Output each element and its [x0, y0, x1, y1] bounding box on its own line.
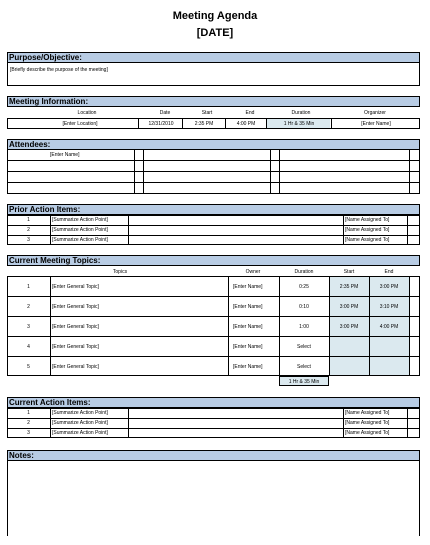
agenda-title: Meeting Agenda — [172, 10, 258, 22]
prior-row-assigned[interactable]: [Name Assigned To] — [345, 217, 390, 223]
start-value[interactable]: 2:35 PM — [194, 121, 214, 127]
topics-header: Current Meeting Topics: — [7, 255, 420, 266]
topic-row-end: 3:00 PM — [379, 284, 399, 290]
col-topic-duration: Duration — [294, 269, 314, 275]
topic-row-owner[interactable]: [Enter Name] — [233, 344, 263, 350]
topic-row-topic[interactable]: [Enter General Topic] — [52, 324, 99, 330]
col-start: Start — [201, 110, 213, 116]
col-duration: Duration — [291, 110, 311, 116]
col-end: End — [245, 110, 255, 116]
topic-row-num: 5 — [27, 364, 30, 370]
prior-row-num: 1 — [27, 217, 30, 223]
location-value[interactable]: [Enter Location] — [62, 121, 98, 127]
attendee-name[interactable]: [Enter Name] — [50, 152, 80, 158]
topic-row-num: 1 — [27, 284, 30, 290]
prior-row-num: 2 — [27, 227, 30, 233]
topics-total-box — [279, 376, 329, 386]
action-row-assigned[interactable]: [Name Assigned To] — [345, 410, 390, 416]
purpose-box[interactable] — [7, 62, 420, 86]
topic-row-end: 3:10 PM — [379, 304, 399, 310]
col-organizer: Organizer — [364, 110, 386, 116]
topic-row-duration[interactable]: 0:10 — [299, 304, 309, 310]
topic-row-start: 3:00 PM — [339, 304, 359, 310]
topic-row-topic[interactable]: [Enter General Topic] — [52, 304, 99, 310]
notes-area[interactable] — [7, 461, 420, 536]
action-row-num: 2 — [27, 420, 30, 426]
topic-row-topic[interactable]: [Enter General Topic] — [52, 364, 99, 370]
prior-row-item[interactable]: [Summarize Action Point] — [52, 217, 108, 223]
topics-total: 1 Hr & 35 Min — [288, 379, 320, 385]
action-row-item[interactable]: [Summarize Action Point] — [52, 410, 108, 416]
prior-row-num: 3 — [27, 237, 30, 243]
col-date: Date — [159, 110, 171, 116]
topic-row-owner[interactable]: [Enter Name] — [233, 324, 263, 330]
action-row-assigned[interactable]: [Name Assigned To] — [345, 420, 390, 426]
col-topics: Topics — [112, 269, 128, 275]
topic-row-owner[interactable]: [Enter Name] — [233, 364, 263, 370]
prior-row-assigned[interactable]: [Name Assigned To] — [345, 237, 390, 243]
topic-row-topic[interactable]: [Enter General Topic] — [52, 284, 99, 290]
col-topic-end: End — [384, 269, 394, 275]
prior-row-item[interactable]: [Summarize Action Point] — [52, 237, 108, 243]
prior-row-assigned[interactable]: [Name Assigned To] — [345, 227, 390, 233]
topic-row-num: 4 — [27, 344, 30, 350]
topic-row-num: 2 — [27, 304, 30, 310]
end-value[interactable]: 4:00 PM — [236, 121, 256, 127]
topic-row-owner[interactable]: [Enter Name] — [233, 284, 263, 290]
action-row-item[interactable]: [Summarize Action Point] — [52, 430, 108, 436]
topic-row-num: 3 — [27, 324, 30, 330]
action-row-num: 1 — [27, 410, 30, 416]
action-row-assigned[interactable]: [Name Assigned To] — [345, 430, 390, 436]
topic-row-duration[interactable]: 1:00 — [299, 324, 309, 330]
action-row-num: 3 — [27, 430, 30, 436]
duration-value: 1 Hr & 35 Min — [283, 121, 315, 127]
action-row-item[interactable]: [Summarize Action Point] — [52, 420, 108, 426]
topic-row-topic[interactable]: [Enter General Topic] — [52, 344, 99, 350]
meeting-info-header: Meeting Information: — [7, 96, 420, 107]
topic-row-duration[interactable]: Select — [297, 344, 311, 350]
purpose-text[interactable]: [Briefly describe the purpose of the meeting] — [10, 67, 108, 73]
prior-row-item[interactable]: [Summarize Action Point] — [52, 227, 108, 233]
topic-row-owner[interactable]: [Enter Name] — [233, 304, 263, 310]
col-topic-start: Start — [343, 269, 355, 275]
col-owner: Owner — [245, 269, 261, 275]
date-value[interactable]: 12/31/2010 — [148, 121, 174, 127]
col-location: Location — [77, 110, 97, 116]
topic-row-duration[interactable]: 0:25 — [299, 284, 309, 290]
attendees-header: Attendees: — [7, 139, 420, 150]
topic-row-end: 4:00 PM — [379, 324, 399, 330]
organizer-value[interactable]: [Enter Name] — [361, 121, 391, 127]
notes-header: Notes: — [7, 450, 420, 461]
topic-row-start: 3:00 PM — [339, 324, 359, 330]
prior-actions-header: Prior Action Items: — [7, 204, 420, 215]
topic-row-start: 2:35 PM — [339, 284, 359, 290]
current-actions-header: Current Action Items: — [7, 397, 420, 408]
purpose-header: Purpose/Objective: — [7, 52, 420, 63]
agenda-date[interactable]: [DATE] — [196, 27, 234, 39]
topic-row-duration[interactable]: Select — [297, 364, 311, 370]
